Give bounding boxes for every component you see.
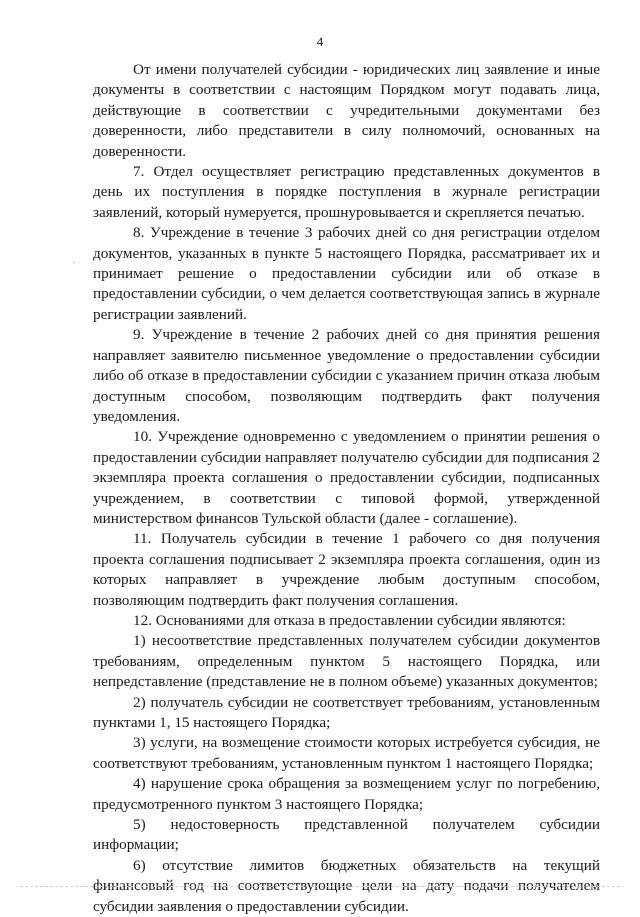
list-item-2: 2) получатель субсидии не соответствует требованиям, установленным пунктами 1, 15 настоящего Порядка; <box>93 693 600 731</box>
paragraph-12: 12. Основаниями для отказа в предоставлении субсидии являются: <box>133 611 566 629</box>
list-item-4: 4) нарушение срока обращения за возмещением услуг по погребению, предусмотренного пунктом 3 настоящего Порядка; <box>93 775 600 813</box>
paragraph-representatives: От имени получателей субсидии - юридических лиц заявление и иные документы в соответствии с настоящим Порядком могут подавать лица, действующие в соответствии с учредительными документами без доверенности, либо представители в силу полномочий, основанных на доверенности. <box>93 61 600 160</box>
paragraph-11: 11. Получатель субсидии в течение 1 рабочего со дня получения проекта соглашения подписывает 2 экземпляра проекта соглашения, один из которых направляет в учреждение любым доступным способом, позволяющим подтвердить факт получения соглашения. <box>93 530 600 609</box>
list-item-5: 5) недостоверность представленной получателем субсидии информации; <box>93 816 600 854</box>
list-item-6: 6) отсутствие лимитов бюджетных обязательств на текущий финансовый год на соответствующие цели на дату подачи получателем субсидии заявления о предоставлении субсидии. <box>93 856 600 915</box>
paragraph-9: 9. Учреждение в течение 2 рабочих дней со дня принятия решения направляет заявителю письменное уведомление о предоставлении субсидии либо об отказе в предоставлении субсидии с указанием причин отказа любым доступным способом, позволяющим подтвердить факт получения уведомления. <box>93 326 600 425</box>
bottom-scan-rule <box>20 886 620 887</box>
list-item-1: 1) несоответствие представленных получателем субсидии документов требованиям, определенным пунктом 5 настоящего Порядка, или непредставление (представление не в полном объеме) указанных документов; <box>93 632 600 691</box>
paragraph-7: 7. Отдел осуществляет регистрацию представленных документов в день их поступления в порядке поступления в журнале регистрации заявлений, который нумеруется, прошнуровывается и скрепляется печатью. <box>93 163 600 221</box>
margin-mark: · <box>72 258 76 269</box>
paragraph-10: 10. Учреждение одновременно с уведомлением о принятии решения о предоставлении субсидии направляет получателю субсидии для подписания 2 экземпляра проекта соглашения о предоставлении субсидии, подписанных учреждением, в соответствии с типовой формой, утвержденной министерством финансов Тульской области (далее - соглашение). <box>93 428 600 527</box>
paragraph-8: 8. Учреждение в течение 3 рабочих дней со дня регистрации отделом документов, указанных в пункте 5 настоящего Порядка, рассматривает их и принимает решение о предоставлении субсидии или об отказе в предоставлении субсидии, о чем делается соответствующая запись в журнале регистрации заявлений. <box>93 224 600 323</box>
document-body <box>93 60 600 917</box>
list-item-3: 3) услуги, на возмещение стоимости которых истребуется субсидия, не соответствуют требованиям, установленным пунктом 1 настоящего Порядка; <box>93 734 600 772</box>
page-number: 4 <box>316 34 324 49</box>
